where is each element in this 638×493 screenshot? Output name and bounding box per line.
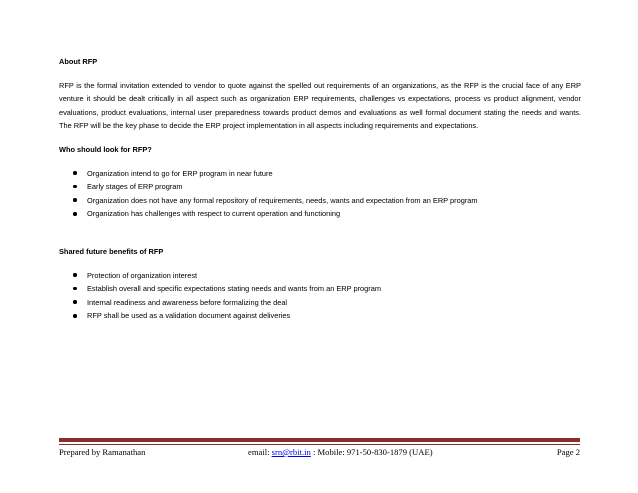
list-item bbox=[59, 296, 581, 310]
footer-page-number: Page 2 bbox=[556, 447, 580, 457]
footer-rule bbox=[59, 438, 580, 442]
list-item-text: Internal readiness and awareness before formalizing the deal bbox=[87, 297, 288, 307]
footer-email-link[interactable]: srn@rbit.in bbox=[271, 447, 311, 457]
shared-benefits-heading: Shared future benefits of RFP bbox=[59, 246, 164, 256]
list-item bbox=[59, 207, 581, 221]
about-rfp-heading: About RFP bbox=[59, 57, 98, 66]
bullet-icon bbox=[73, 198, 77, 202]
bullet-icon bbox=[73, 212, 77, 216]
page-content bbox=[59, 55, 581, 323]
shared-benefits-list bbox=[59, 269, 581, 323]
list-item-text: Establish overall and specific expectations stating needs and wants from an ERP program bbox=[87, 284, 382, 294]
who-should-look-list bbox=[59, 167, 581, 221]
bullet-icon bbox=[73, 185, 77, 189]
list-item bbox=[59, 282, 581, 296]
bullet-icon bbox=[73, 314, 77, 318]
list-item bbox=[59, 180, 581, 194]
footer-email-label: email: bbox=[248, 447, 270, 457]
footer-contact bbox=[248, 445, 433, 459]
bullet-icon bbox=[73, 273, 77, 277]
list-item-text: Protection of organization interest bbox=[87, 270, 198, 280]
bullet-icon bbox=[73, 171, 77, 175]
list-item-text: Organization does not have any formal repository of requirements, needs, wants and expectation from an ERP program bbox=[87, 195, 478, 205]
list-item-text: Organization intend to go for ERP program in near future bbox=[87, 168, 273, 178]
list-item-text: RFP shall be used as a validation document against deliveries bbox=[87, 311, 291, 321]
footer-mobile: : Mobile: 971-50-830-1879 (UAE) bbox=[312, 447, 433, 457]
bullet-icon bbox=[73, 300, 77, 304]
list-item bbox=[59, 309, 581, 323]
footer-prepared-by: Prepared by Ramanathan bbox=[59, 447, 146, 457]
bullet-icon bbox=[73, 287, 77, 291]
list-item bbox=[59, 167, 581, 181]
list-item bbox=[59, 194, 581, 208]
page-footer bbox=[59, 445, 580, 459]
who-should-look-heading: Who should look for RFP? bbox=[59, 144, 152, 154]
list-item-text: Organization has challenges with respect to current operation and functioning bbox=[87, 209, 341, 219]
about-rfp-paragraph: RFP is the formal invitation extended to vendor to quote against the spelled out requirements of an organizations, as the RFP is the crucial face of any ERP venture it should be dealt critically in all aspect such as organization ERP requirements, challenges vs expectations, process vs product alignment, vendor evaluations, product evaluations, internal user preparedness towards product demos and evaluations as well formal document stating the needs and wants. The RFP will be the key phase to decide the ERP project implementation in all aspects including requirements and expectations. bbox=[59, 80, 581, 131]
list-item-text: Early stages of ERP program bbox=[87, 182, 183, 192]
list-item bbox=[59, 269, 581, 283]
